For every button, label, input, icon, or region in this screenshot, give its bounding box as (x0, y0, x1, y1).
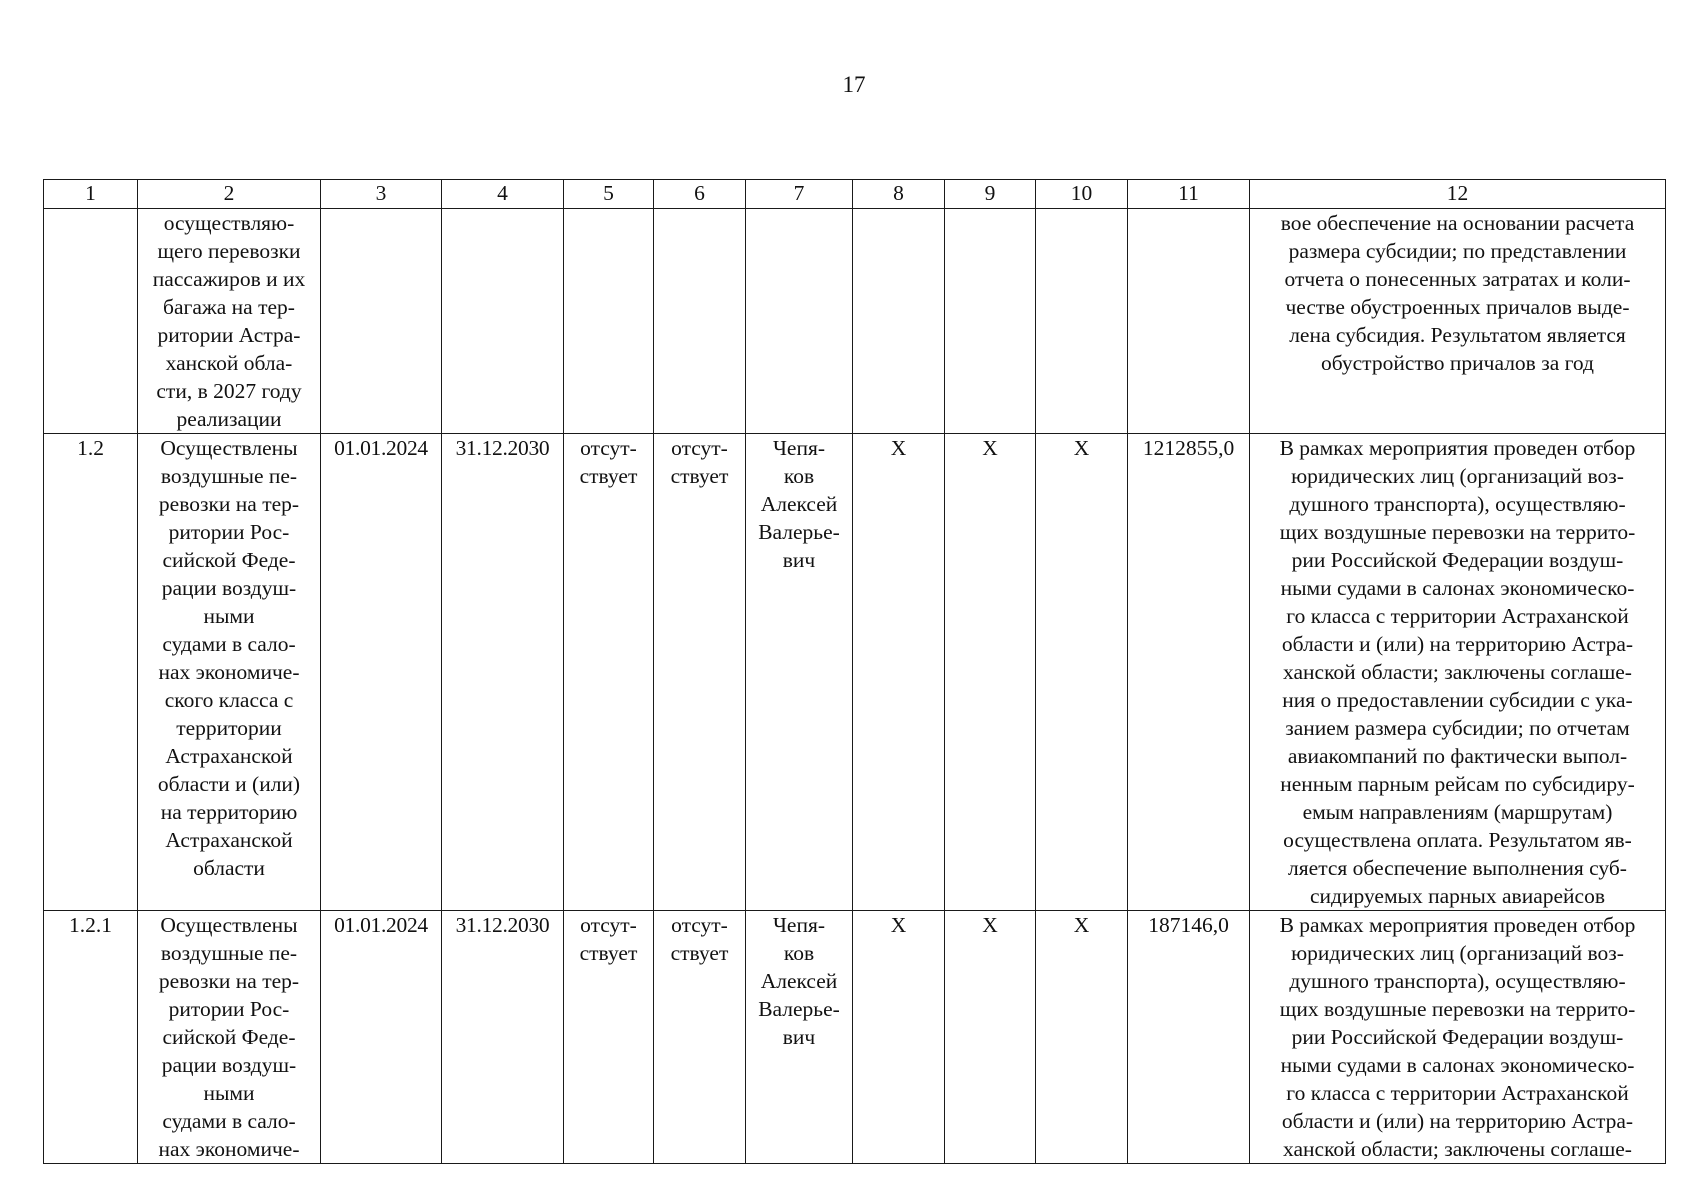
cell-end-date: 31.12.2030 (442, 911, 564, 1164)
cell-result: вое обеспечение на основании расчета размера субсидии; по представлении отчета о понесенных затратах и коли- честве обустроенных причалов выде- лена субсидия. Результатом является обустройство причалов за год (1250, 209, 1666, 434)
cell-start-date (321, 209, 442, 434)
cell-col9: X (945, 434, 1036, 911)
cell-col10 (1036, 209, 1128, 434)
cell-col8: X (853, 911, 945, 1164)
cell-number (44, 209, 138, 434)
cell-result: В рамках мероприятия проведен отбор юридических лиц (организаций воз- душного транспорта), осуществляю- щих воздушные перевозки на террито- рии Российской Федерации воздуш- ными судами в салонах экономическо- го класса с территории Астраханской области и (или) на территорию Астра- ханской области; заключены соглаше- (1250, 911, 1666, 1164)
cell-number: 1.2 (44, 434, 138, 911)
cell-number: 1.2.1 (44, 911, 138, 1164)
column-header: 11 (1128, 180, 1250, 209)
cell-end-date (442, 209, 564, 434)
cell-col10: X (1036, 434, 1128, 911)
cell-description: Осуществлены воздушные пе- ревозки на тер- ритории Рос- сийской Феде- рации воздуш- ными судами в сало- нах экономиче- ского класса с территории Астраханской области и (или) на территорию Астраханской области (138, 434, 321, 911)
cell-amount: 1212855,0 (1128, 434, 1250, 911)
cell-col5 (564, 209, 654, 434)
column-header: 12 (1250, 180, 1666, 209)
cell-description: осуществляю- щего перевозки пассажиров и их багажа на тер- ритории Астра- ханской обла- сти, в 2027 году реализации (138, 209, 321, 434)
cell-responsible (746, 209, 853, 434)
column-header: 6 (654, 180, 746, 209)
cell-col6: отсут- ствует (654, 911, 746, 1164)
cell-col9: X (945, 911, 1036, 1164)
cell-col10: X (1036, 911, 1128, 1164)
cell-col9 (945, 209, 1036, 434)
column-header: 1 (44, 180, 138, 209)
cell-col8: X (853, 434, 945, 911)
page-number: 17 (842, 72, 866, 97)
cell-start-date: 01.01.2024 (321, 911, 442, 1164)
cell-col5: отсут- ствует (564, 434, 654, 911)
table-row (44, 911, 1666, 1164)
cell-responsible: Чепя- ков Алексей Валерье- вич (746, 434, 853, 911)
cell-col6: отсут- ствует (654, 434, 746, 911)
cell-end-date: 31.12.2030 (442, 434, 564, 911)
cell-start-date: 01.01.2024 (321, 434, 442, 911)
cell-amount (1128, 209, 1250, 434)
table-body (44, 209, 1666, 1164)
column-header: 9 (945, 180, 1036, 209)
column-header: 5 (564, 180, 654, 209)
table-row (44, 209, 1666, 434)
column-header: 2 (138, 180, 321, 209)
column-header: 4 (442, 180, 564, 209)
table-row (44, 434, 1666, 911)
cell-result: В рамках мероприятия проведен отбор юридических лиц (организаций воз- душного транспорта), осуществляю- щих воздушные перевозки на террито- рии Российской Федерации воздуш- ными судами в салонах экономическо- го класса с территории Астраханской области и (или) на территорию Астра- ханской области; заключены соглаше- ния о предоставлении субсидии с ука- занием размера субсидии; по отчетам авиакомпаний по фактически выпол- ненным парным рейсам по субсидиру- емым направлениям (маршрутам) осуществлена оплата. Результатом яв- ляется обеспечение выполнения суб- сидируемых парных авиарейсов (1250, 434, 1666, 911)
cell-col5: отсут- ствует (564, 911, 654, 1164)
header-row (44, 180, 1666, 209)
column-header: 3 (321, 180, 442, 209)
cell-responsible: Чепя- ков Алексей Валерье- вич (746, 911, 853, 1164)
column-header: 7 (746, 180, 853, 209)
table-header (44, 180, 1666, 209)
cell-amount: 187146,0 (1128, 911, 1250, 1164)
column-header: 10 (1036, 180, 1128, 209)
cell-col8 (853, 209, 945, 434)
cell-description: Осуществлены воздушные пе- ревозки на тер- ритории Рос- сийской Феде- рации воздуш- ными судами в сало- нах экономиче- (138, 911, 321, 1164)
cell-col6 (654, 209, 746, 434)
document-table (43, 179, 1666, 1164)
column-header: 8 (853, 180, 945, 209)
